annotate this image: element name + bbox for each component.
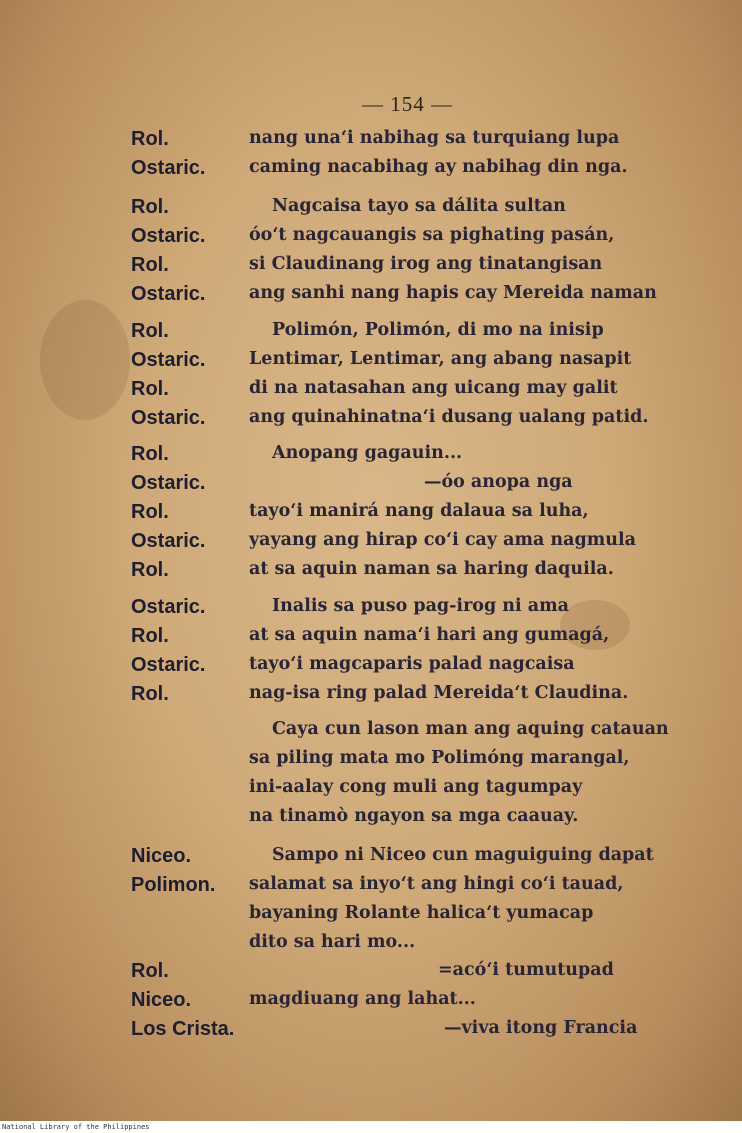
verse-text: Nagcaisa tayo sa dálita sultan <box>272 196 566 216</box>
verse-text: sa piling mata mo Polimóng marangal, <box>249 748 630 768</box>
verse-text: Lentimar, Lentimar, ang abang nasapit <box>249 349 632 369</box>
speaker-name: Ostaric. <box>131 225 206 247</box>
verse-text: Anopang gagauin... <box>272 443 463 463</box>
speaker-name: Ostaric. <box>131 407 206 429</box>
speaker-name: Rol. <box>131 378 169 400</box>
speaker-name: Rol. <box>131 501 169 523</box>
verse-text: ini-aalay cong muli ang tagumpay <box>249 777 583 797</box>
verse-text: caming nacabihag ay nabihag din nga. <box>249 157 628 177</box>
speaker-name: Niceo. <box>131 845 192 867</box>
verse-text: óo‘t nagcauangis sa pighating pasán, <box>249 225 615 245</box>
verse-text: dito sa hari mo... <box>249 932 416 952</box>
verse-text: bayaning Rolante halica‘t yumacap <box>249 903 594 923</box>
verse-text: ang sanhi nang hapis cay Mereida naman <box>249 283 657 303</box>
speaker-name: Ostaric. <box>131 283 206 305</box>
speaker-name: Ostaric. <box>131 472 206 494</box>
speaker-name: Niceo. <box>131 989 192 1011</box>
verse-text: magdiuang ang lahat... <box>249 989 476 1009</box>
verse-text: salamat sa inyo‘t ang hingi co‘i tauad, <box>249 874 624 894</box>
speaker-name: Polimon. <box>131 874 216 896</box>
verse-text: yayang ang hirap co‘i cay ama nagmula <box>249 530 636 550</box>
verse-text: Inalis sa puso pag-irog ni ama <box>272 596 569 616</box>
verse-text: tayo‘i manirá nang dalaua sa luha, <box>249 501 589 521</box>
verse-text: Caya cun lason man ang aquing catauan <box>272 719 669 739</box>
verse-text: =acó‘i tumutupad <box>438 960 614 980</box>
verse-text: si Claudinang irog ang tinatangisan <box>249 254 603 274</box>
speaker-name: Ostaric. <box>131 596 206 618</box>
verse-text: —viva itong Francia <box>444 1018 638 1038</box>
speaker-name: Rol. <box>131 320 169 342</box>
verse-text: di na natasahan ang uicang may galit <box>249 378 618 398</box>
verse-text: na tinamò ngayon sa mga caauay. <box>249 806 579 826</box>
speaker-name: Ostaric. <box>131 349 206 371</box>
speaker-name: Rol. <box>131 128 169 150</box>
verse-text: Polimón, Polimón, di mo na inisip <box>272 320 604 340</box>
verse-text: at sa aquin naman sa haring daquila. <box>249 559 614 579</box>
verse-text: ang quinahinatna‘i dusang ualang patid. <box>249 407 649 427</box>
verse-text: —óo anopa nga <box>424 472 573 492</box>
speaker-name: Ostaric. <box>131 157 206 179</box>
verse-text: nag-isa ring palad Mereida‘t Claudina. <box>249 683 629 703</box>
speaker-name: Rol. <box>131 559 169 581</box>
speaker-name: Rol. <box>131 683 169 705</box>
speaker-name: Los Crista. <box>131 1018 235 1040</box>
speaker-name: Rol. <box>131 960 169 982</box>
verse-text: at sa aquin nama‘i hari ang gumagá, <box>249 625 610 645</box>
verse-text: Sampo ni Niceo cun maguiguing dapat <box>272 845 654 865</box>
speaker-name: Rol. <box>131 196 169 218</box>
speaker-name: Rol. <box>131 625 169 647</box>
paper-stain <box>40 300 130 420</box>
verse-text: nang una‘i nabihag sa turquiang lupa <box>249 128 620 148</box>
speaker-name: Ostaric. <box>131 530 206 552</box>
speaker-name: Ostaric. <box>131 654 206 676</box>
page-number: — 154 — <box>362 92 453 116</box>
speaker-name: Rol. <box>131 254 169 276</box>
verse-text: tayo‘i magcaparis palad nagcaisa <box>249 654 575 674</box>
footer-credit: National Library of the Philippines <box>0 1121 742 1133</box>
speaker-name: Rol. <box>131 443 169 465</box>
